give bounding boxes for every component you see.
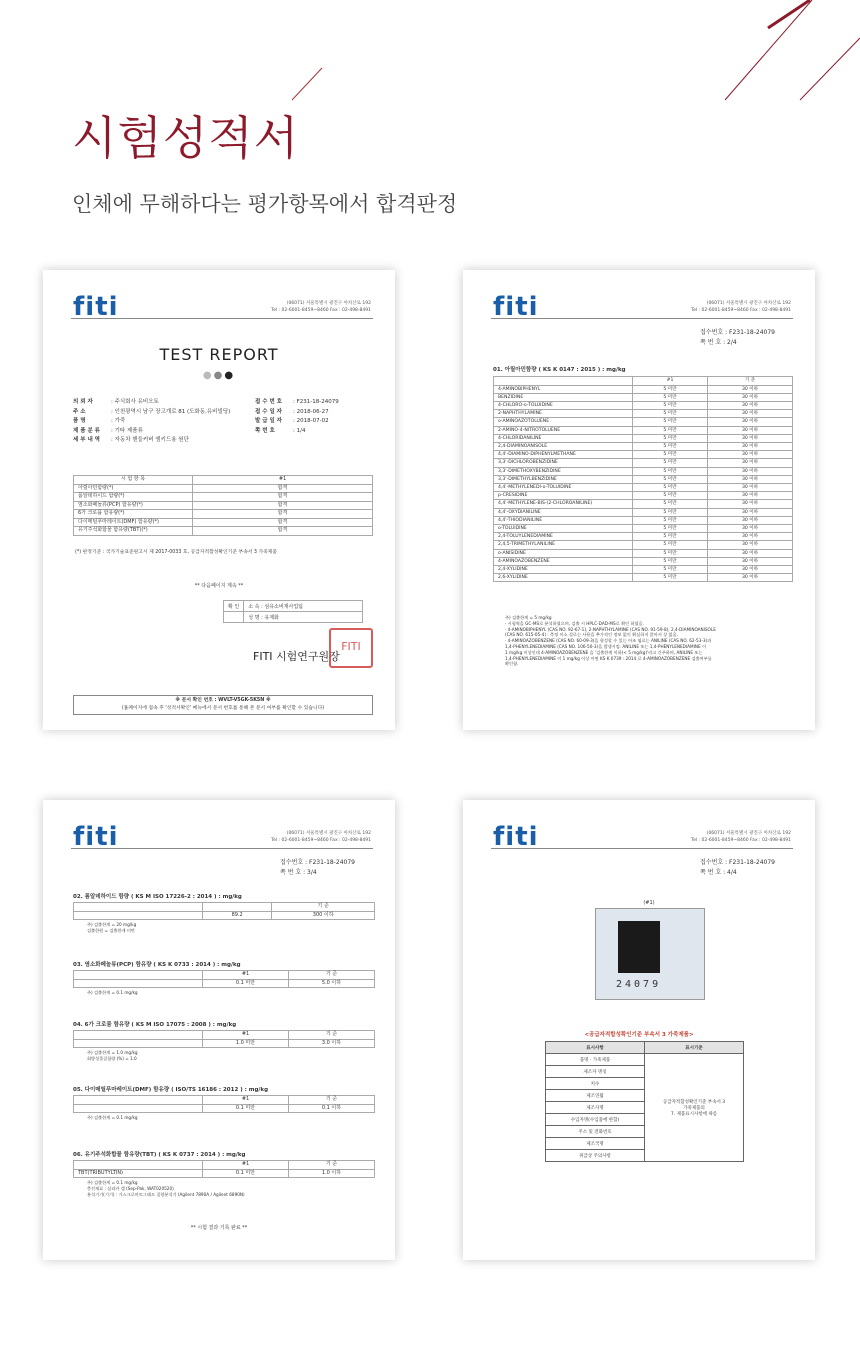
limit-value: 30 이하 [708,401,793,409]
substance-name: 2,4-XYLIDINE [494,565,633,573]
substance-name: 2,4-TOLUYLENEDIAMINE [494,533,633,541]
table-row [494,393,793,401]
info-row [73,427,230,437]
substance-name: 4-CHLORO-o-TOLUIDINE [494,401,633,409]
section-title: 02. 폼알데하이드 함량 ( KS M ISO 17226-2 : 2014 ) : mg/kg [73,894,242,900]
column-header: #1 [633,377,708,386]
info-key: 접 수 번 호 [255,399,282,405]
limit-value: 30 이하 [708,541,793,549]
limit-value: 30 이하 [708,549,793,557]
table-row [74,1104,375,1113]
test-value: 5 미만 [633,541,708,549]
info-value: : 주식회사 유비오토 [111,399,159,405]
end-note: ** 시험 결과 기록 완료 ** [190,1225,248,1231]
substance-name [74,979,203,988]
test-value: 5 미만 [633,508,708,516]
substance-name: 3,3'-DIMETHYLBENZIDINE [494,475,633,483]
substance-name: 4-AMINOAZOBENZENE [494,557,633,565]
info-value: : 2018-07-02 [293,418,329,424]
table-row [494,508,793,516]
table-header-row [74,1161,375,1170]
test-value: 5 미만 [633,549,708,557]
column-header: 기 준 [289,971,375,980]
substance-name: o-TOLUIDINE [494,524,633,532]
test-value: 0.1 미만 [203,979,289,988]
info-row [73,398,230,408]
column-header: #1 [203,971,289,980]
test-value: 5 미만 [633,393,708,401]
limit-value: 30 이하 [708,508,793,516]
table-row [494,492,793,500]
substance-name: 4-CHLORIDANILINE [494,434,633,442]
table-header-row [74,476,373,485]
substance-name: 4,4'-OXYDIANILINE [494,508,633,516]
section-title: 04. 6가 크로뮴 함유량 ( KS M ISO 17075 : 2008 ) : mg/kg [73,1022,237,1028]
test-item: 폼알데하이드 함량(*) [74,493,193,502]
sign-value: 소 속 : 섬유소비재사업팀 [244,601,363,612]
note-line: 회방성물질함량 (%) = 1.0 [87,1055,137,1061]
limit-value: 30 이하 [708,451,793,459]
label-item: 품명 · 가죽제품 [546,1054,645,1066]
limit-value: 30 이하 [708,459,793,467]
label-requirements-table [545,1041,744,1162]
info-value: : 기타 제품류 [111,427,143,434]
table-row [494,516,793,524]
note-line: 주) 검출한계 = 0.1 mg/kg [87,990,138,995]
section-table [73,970,375,988]
test-report-page-1 [43,270,395,730]
table-header-row [74,1031,375,1040]
note-line: 1,4-PHENYLENEDIAMINE (CAS NO. 106-50-3)을 발생시킴. ANILINE 또는 1,4-PHENYLENEDIAMINE 이 [505,643,707,649]
table-row [74,979,375,988]
arylamine-notes [505,615,716,667]
substance-name: o-AMINOAZOTOLUENE [494,418,633,426]
substance-name: 4,4'-DIAMINO-DIPHENYLMETHANE [494,451,633,459]
verification-box: ※ 문서 확인 번호 : WVLT-V5GK-5K5N ※ (홈페이지에 접속 후 '성적서확인' 메뉴에서 문서 번호를 통해 본 문서 여부를 확인할 수 있습니다) [73,695,373,715]
substance-name: 4-AMINOBIPHENYL [494,385,633,393]
table-row [74,518,373,527]
table-row [494,426,793,434]
note-line: · 4-AMINOAZOBENZENE (CAS NO. 60-09-3)을 형성할 수 있는 아조 염료는 ANILINE (CAS NO. 62-53-3)과 [505,638,712,644]
fiti-logo: fiti [493,822,539,852]
table-row [74,911,375,920]
limit-value: 3.0 이하 [289,1039,375,1048]
info-value: : 인천광역시 남구 장고개로 81 (도화동,유비빌딩) [111,408,231,415]
substance-name: 4,4'-METHYLENE-BIS-(2-CHLOROANILINE) [494,500,633,508]
document-number: 접수번호 : F231-18-24079 쪽 번 호 : 2/4 [700,329,775,346]
note-line: 주) 검출한계 = 0.1 mg/kg [87,1115,138,1120]
substance-name: BENZIDINE [494,393,633,401]
address: (06071) 서울특별시 광진구 아차산로 192 Tel : 02-6001-8459~8460 Fax : 02-498-8491 [271,831,371,843]
note-line: 검출한원 = 검출한계 미만 [87,927,135,933]
limit-value: 30 이하 [708,467,793,475]
note-line: 분석기기(기기) : 가스크로마토그래프 질량분석기 (Agilent 7890A / Agilent 6890N) [87,1191,245,1197]
address: (06071) 서울특별시 광진구 아차산로 192 Tel : 02-6001-8459~8460 Fax : 02-498-8491 [271,301,371,313]
report-title: TEST REPORT [159,345,279,364]
table-row [494,410,793,418]
table-header-row [74,903,375,912]
substance-name: 3,3'-DICHLOROBENZIDINE [494,459,633,467]
column-header: #1 [203,1096,289,1105]
table-row [74,501,373,510]
criteria-note: (*) 판정기준 : 국가기술표준원고시 제 2017-0033 호, 공급자적합성확인기준 부속서 3 가죽제품 [75,550,278,555]
limit-value: 30 이하 [708,492,793,500]
limit-value: 30 이하 [708,557,793,565]
section-title: 03. 염소화페놀류(PCP) 함유량 ( KS K 0733 : 2014 ) : mg/kg [73,962,241,968]
sign-label [224,612,244,623]
next-page-note: ** 다음페이지 계속 ** [194,583,244,589]
header-divider [491,318,793,319]
document-number: 접수번호 : F231-18-24079 쪽 번 호 : 4/4 [700,859,775,876]
info-row [73,408,230,418]
note-line: (CAS NO. 615-05-4) : 측정 이소 결로는 사용을 추가적인 정보 없이 확실하지 않아서 상 없음. [505,632,678,638]
limit-value: 30 이하 [708,533,793,541]
table-row [494,565,793,573]
sign-value: 성 명 : 유제화 [244,612,363,623]
header-divider [71,848,373,849]
official-stamp: FITI [329,628,373,668]
test-value: 5 미만 [633,483,708,491]
column-header: 시 험 항 목 [74,476,193,485]
substance-name: 2,4,5-TRIMETHYLANILINE [494,541,633,549]
table-row [494,533,793,541]
table-row [494,524,793,532]
limit-value: 30 이하 [708,442,793,450]
table-row [494,459,793,467]
label-item: 수입자명(수입품에 한함) [546,1114,645,1126]
header-divider [491,848,793,849]
criteria-line: 공급자적합성확인기준 부속서 3 [662,1099,726,1105]
test-result: 합격 [193,518,373,527]
column-header [203,903,272,912]
label-item: 취급상 주의사항 [546,1150,645,1162]
limit-value: 0.1 이하 [289,1104,375,1113]
column-header [74,971,203,980]
test-value: 5 미만 [633,459,708,467]
limit-value: 30 이하 [708,426,793,434]
test-value: 5 미만 [633,492,708,500]
note-line: 확인함. [505,661,519,667]
label-item: 제조연월 [546,1090,645,1102]
substance-name: p-CRESIDINE [494,492,633,500]
info-row [255,417,339,427]
test-result: 합격 [193,484,373,493]
column-header: #1 [203,1161,289,1170]
table-row [494,541,793,549]
leather-swatch [618,921,660,973]
info-value: : 가죽 [111,418,126,424]
section-title: 01. 아릴아민함량 ( KS K 0147 : 2015 ) : mg/kg [493,367,626,373]
label-item: 제조자 명칭 [546,1066,645,1078]
column-header: 기 준 [289,1161,375,1170]
address: (06071) 서울특별시 광진구 아차산로 192 Tel : 02-6001-8459~8460 Fax : 02-498-8491 [691,831,791,843]
test-value: 5 미만 [633,516,708,524]
substance-name: 2,6-XYLIDINE [494,574,633,582]
test-item: 6가 크로뮴 함유량(*) [74,510,193,519]
note-line: 주) 검출한계 = 20 mg/kg [87,922,137,927]
table-header-row [74,971,375,980]
info-value: : 자동차 핸들커버 엠키드용 원단 [111,437,189,443]
info-key: 품 명 [73,418,86,424]
label-item: 제조자명 [546,1102,645,1114]
table-row [494,483,793,491]
column-header: 표시기준 [645,1042,744,1054]
receipt-info [255,398,339,436]
column-header: #1 [203,1031,289,1040]
info-row [73,436,230,446]
sign-label: 확 인 [224,601,244,612]
substance-name: TBT(TRIBUTYLTIN) [74,1169,203,1178]
table-row [494,451,793,459]
info-value: : F231-18-24079 [293,399,339,405]
info-key: 의 뢰 자 [73,399,93,405]
sample-number: 24079 [616,979,662,990]
table-row [74,1039,375,1048]
table-row [74,1169,375,1178]
column-header: 기 준 [289,1031,375,1040]
limit-value: 30 이하 [708,500,793,508]
limit-value: 30 이하 [708,418,793,426]
table-row [494,385,793,393]
substance-name: 2-AMINO-4-NITROTOLUENE [494,426,633,434]
dots-indicator: ●●● [202,370,236,381]
column-header [494,377,633,386]
substance-name [74,1039,203,1048]
note-line: 주) 검출한계 = 0.1 mg/kg [87,1180,138,1185]
header-divider [71,318,373,319]
section-title: 06. 유기주석화합물 함유량(TBT) ( KS K 0737 : 2014 ) : mg/kg [73,1152,246,1158]
limit-value: 30 이하 [708,565,793,573]
test-value: 0.1 미만 [203,1104,289,1113]
signature-row [224,601,363,612]
info-row [255,408,339,418]
test-value: 5 미만 [633,565,708,573]
limit-value: 5.0 이하 [289,979,375,988]
fiti-logo: fiti [73,822,119,852]
fiti-logo: fiti [493,292,539,322]
table-row [494,467,793,475]
test-report-page-2 [463,270,815,730]
test-value: 5 미만 [633,475,708,483]
test-value: 5 미만 [633,500,708,508]
fiti-logo: fiti [73,292,119,322]
note-line: 주) 검출한계 = 5 mg/kg [505,615,552,620]
section-notes [87,1115,138,1121]
column-header: 표시사항 [546,1042,645,1054]
table-header-row [546,1042,744,1054]
test-value: 1.0 미만 [203,1039,289,1048]
note-line: 1,4-PHENYLENEDIAMINE 이 1 mg/kg 이상 이면 KS K 0739 : 2014 로 4-AMINOAZOBENZENE 검출여부를 [505,655,712,661]
table-row [74,510,373,519]
test-value: 0.1 미만 [203,1169,289,1178]
limit-value: 30 이하 [708,483,793,491]
test-value: 5 미만 [633,451,708,459]
section-table [73,1160,375,1178]
signature-table [223,600,363,623]
substance-name: o-ANISIDINE [494,549,633,557]
table-row [494,475,793,483]
info-key: 발 급 일 자 [255,418,282,424]
sample-photo [595,908,705,1000]
limit-value: 300 이하 [272,911,375,920]
test-result: 합격 [193,501,373,510]
limit-value: 30 이하 [708,574,793,582]
table-row [494,549,793,557]
result-summary-table [73,475,373,536]
note-line: · 시험역을 GC-MS로 분석하였으며, 검출 시 HPLC-DAD-MS로 확인 하였음. [505,620,644,626]
note-line: 충진재료 : 실리카 겔 (Sep-Pak, WAT020520) [87,1185,174,1191]
document-number: 접수번호 : F231-18-24079 쪽 번 호 : 3/4 [280,859,355,876]
test-value: 5 미만 [633,467,708,475]
substance-name: 4,4'-THIODIANILINE [494,516,633,524]
label-item: 제조국명 [546,1138,645,1150]
info-row [255,398,339,408]
substance-name [74,1104,203,1113]
table-header-row [74,1096,375,1105]
substance-name [74,911,203,920]
arylamine-table [493,376,793,582]
test-value: 5 미만 [633,401,708,409]
test-item: 염소화페놀류(PCP) 함유량(*) [74,501,193,510]
page-subtitle: 인체에 무해하다는 평가항목에서 합격판정 [72,192,458,216]
label-standard-title: <공급자적합성확인기준 부속서 3 가죽제품> [584,1032,694,1038]
signature-row [224,612,363,623]
label-item: 치수 [546,1078,645,1090]
test-value: 5 미만 [633,410,708,418]
column-header: 기 준 [708,377,793,386]
test-value: 5 미만 [633,533,708,541]
limit-value: 1.0 이하 [289,1169,375,1178]
substance-name: 2,4-DIAMINOANISOLE [494,442,633,450]
table-row [494,401,793,409]
column-header [74,903,203,912]
info-value: : 2018-06-27 [293,408,329,415]
info-key: 주 소 [73,408,86,415]
limit-value: 30 이하 [708,434,793,442]
note-line: 주) 검출한계 = 1.0 mg/kg [87,1050,138,1055]
note-line: · 4-AMINOBIPHENYL (CAS NO. 92-67-1), 2-NAPHTHYLAMINE (CAS NO. 91-59-8), 2,4-DIAMINOANISOLE [505,626,716,632]
table-row [494,434,793,442]
page-title: 시험성적서 [72,111,300,165]
sample-label: (#1) [643,900,655,906]
column-header: 기 준 [289,1096,375,1105]
limit-value: 30 이하 [708,385,793,393]
section-notes [87,990,138,996]
test-value: 5 미만 [633,574,708,582]
info-value: : 1/4 [293,427,306,434]
section-table [73,902,375,920]
section-table [73,1095,375,1113]
test-value: 5 미만 [633,524,708,532]
test-value: 5 미만 [633,442,708,450]
test-value: 5 미만 [633,557,708,565]
test-value: 5 미만 [633,434,708,442]
info-key: 세 부 내 역 [73,437,100,443]
info-row [73,417,230,427]
section-table [73,1030,375,1048]
table-row [494,442,793,450]
info-key: 접 수 일 자 [255,408,282,415]
test-value: 5 미만 [633,426,708,434]
table-header-row [494,377,793,386]
test-result: 합격 [193,493,373,502]
section-notes [87,1180,245,1197]
criteria-line: 가죽제품의 [683,1105,705,1111]
table-row [74,493,373,502]
info-key: 제 품 분 류 [73,427,100,434]
limit-value: 30 이하 [708,475,793,483]
test-result: 합격 [193,510,373,519]
substance-name: 2-NAPHTHYLAMINE [494,410,633,418]
label-item: 주소 및 전화번호 [546,1126,645,1138]
section-notes [87,1050,138,1062]
table-row [494,557,793,565]
limit-value: 30 이하 [708,516,793,524]
test-value: 89.2 [203,911,272,920]
column-header: 기 준 [272,903,375,912]
column-header: #1 [193,476,373,485]
substance-name: 3,3'-DIMETHOXYBENZIDINE [494,467,633,475]
label-criteria [645,1054,744,1162]
institute-name: FITI 시험연구원장 [253,650,340,663]
test-result: 합격 [193,527,373,536]
table-row [494,574,793,582]
column-header [74,1031,203,1040]
table-row [494,500,793,508]
table-row [74,484,373,493]
test-report-page-4 [463,800,815,1260]
column-header [74,1161,203,1170]
table-row [74,527,373,536]
test-value: 5 미만 [633,418,708,426]
limit-value: 30 이하 [708,524,793,532]
limit-value: 30 이하 [708,410,793,418]
address: (06071) 서울특별시 광진구 아차산로 192 Tel : 02-6001-8459~8460 Fax : 02-498-8491 [691,301,791,313]
limit-value: 30 이하 [708,393,793,401]
info-key: 쪽 번 호 [255,427,275,434]
test-report-page-3 [43,800,395,1260]
column-header [74,1096,203,1105]
client-info [73,398,230,446]
test-item: 아릴아민함량(*) [74,484,193,493]
test-item: 유기주석화합물 함유량(TBT)(*) [74,527,193,536]
section-title: 05. 다이메틸푸마레이트(DMF) 함유량 ( ISO/TS 16186 : 2012 ) : mg/kg [73,1087,269,1093]
note-line: 1 mg/kg 이상인데 4-AMINOAZOBENZENE 을 '검출한계 이하(< 5 mg/kg)'라고 간주하며, ANILINE 또는 [505,649,703,655]
test-value: 5 미만 [633,385,708,393]
section-notes [87,922,136,934]
info-row [255,427,339,437]
substance-name: 4,4'-METHYLENEDI-o-TOLUIDINE [494,483,633,491]
table-row [546,1054,744,1066]
criteria-line: 7. 제품표시사항에 따름 [670,1111,718,1117]
test-item: 다이메틸푸마레이트(DMF) 함유량(*) [74,518,193,527]
table-row [494,418,793,426]
